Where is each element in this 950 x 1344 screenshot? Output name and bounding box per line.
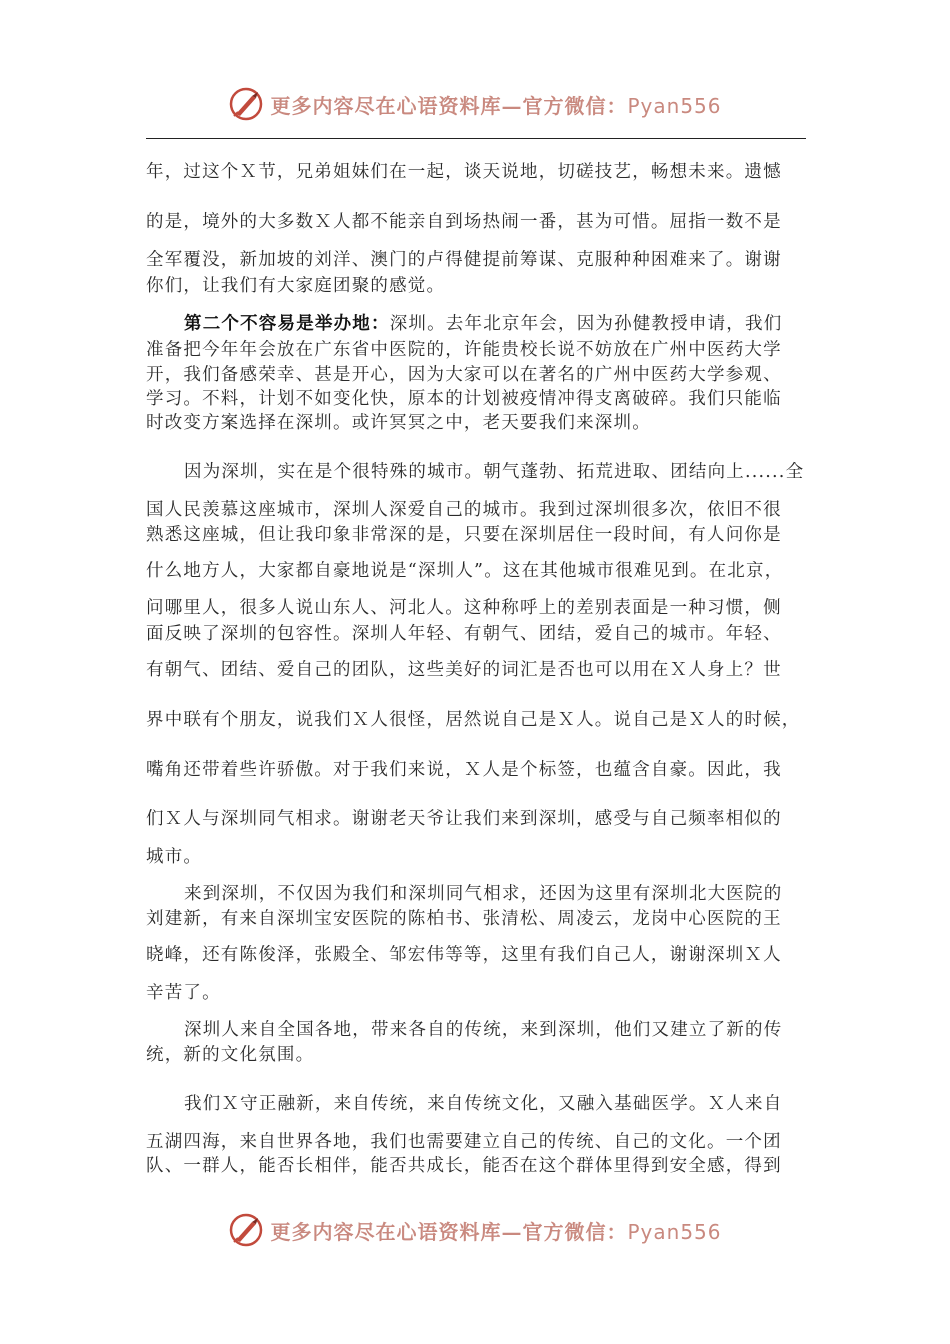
header-brand-text: 更多内容尽在心语资料库—官方微信：Pyan556 [270, 93, 722, 118]
body-line-6: 准备把今年年会放在广东省中医院的，许能贵校长说不妨放在广州中医药大学 [146, 340, 782, 360]
footer-brand-text: 更多内容尽在心语资料库—官方微信：Pyan556 [270, 1219, 722, 1244]
body-line-26: 统，新的文化氛围。 [146, 1045, 315, 1065]
body-line-19: 们Ｘ人与深圳同气相求。谢谢老天爷让我们来到深圳，感受与自己频率相似的 [146, 809, 782, 829]
body-line-29: 队、一群人，能否长相伴，能否共成长，能否在这个群体里得到安全感，得到 [146, 1156, 782, 1176]
body-line-18: 嘴角还带着些许骄傲。对于我们来说，Ｘ人是个标签，也蕴含自豪。因此，我 [146, 760, 782, 780]
body-line-7: 开，我们备感荣幸、甚是开心，因为大家可以在著名的广州中医药大学参观、 [146, 365, 782, 385]
body-line-2: 的是，境外的大多数Ｘ人都不能亲自到场热闹一番，甚为可惜。屈指一数不是 [146, 212, 782, 232]
body-line-25: 深圳人来自全国各地，带来各自的传统，来到深圳，他们又建立了新的传 [184, 1020, 783, 1040]
body-line-16: 有朝气、团结、爱自己的团队，这些美好的词汇是否也可以用在Ｘ人身上？世 [146, 660, 782, 680]
footer-brand [0, 1208, 950, 1252]
body-line-9: 时改变方案选择在深圳。或许冥冥之中，老天要我们来深圳。 [146, 413, 651, 433]
body-line-13: 什么地方人，大家都自豪地说是“深圳人”。这在其他城市很难见到。在北京， [146, 561, 784, 581]
header-brand [0, 82, 950, 126]
body-line-17: 界中联有个朋友，说我们Ｘ人很怪，居然说自己是Ｘ人。说自己是Ｘ人的时候， [146, 710, 801, 730]
body-line-23: 晓峰，还有陈俊泽，张殿全、邹宏伟等等，这里有我们自己人，谢谢深圳Ｘ人 [146, 945, 782, 965]
body-line-5: 第二个不容易是举办地：深圳。去年北京年会，因为孙健教授申请，我们 [184, 314, 783, 334]
body-line-24: 辛苦了。 [146, 983, 221, 1003]
footer-wechat-id: Pyan556 [627, 1219, 722, 1244]
quill-pen-logo-icon [228, 1212, 264, 1248]
header-wechat-id: Pyan556 [627, 93, 722, 118]
body-line-20: 城市。 [146, 847, 203, 867]
body-line-27: 我们Ｘ守正融新，来自传统，来自传统文化，又融入基础医学。Ｘ人来自 [184, 1094, 783, 1114]
body-line-21: 来到深圳，不仅因为我们和深圳同气相求，还因为这里有深圳北大医院的 [184, 884, 783, 904]
quill-pen-logo-icon [228, 86, 264, 122]
section-heading-venue: 第二个不容易是举办地： [184, 314, 390, 334]
body-line-8: 学习。不料，计划不如变化快，原本的计划被疫情冲得支离破碎。我们只能临 [146, 389, 782, 409]
body-line-11: 国人民羡慕这座城市，深圳人深爱自己的城市。我到过深圳很多次，依旧不很 [146, 500, 782, 520]
body-line-22: 刘建新，有来自深圳宝安医院的陈柏书、张清松、周凌云，龙岗中心医院的王 [146, 909, 782, 929]
body-line-4: 你们，让我们有大家庭团聚的感觉。 [146, 276, 446, 296]
body-line-28: 五湖四海，来自世界各地，我们也需要建立自己的传统、自己的文化。一个团 [146, 1132, 782, 1152]
body-line-15: 面反映了深圳的包容性。深圳人年轻、有朝气、团结，爱自己的城市。年轻、 [146, 624, 782, 644]
body-line-1: 年，过这个Ｘ节，兄弟姐妹们在一起，谈天说地，切磋技艺，畅想未来。遗憾 [146, 162, 782, 182]
body-line-3: 全军覆没，新加坡的刘洋、澳门的卢得健提前筹谋、克服种种困难来了。谢谢 [146, 250, 782, 270]
header-divider [146, 138, 806, 139]
body-line-14: 问哪里人，很多人说山东人、河北人。这种称呼上的差别表面是一种习惯，侧 [146, 598, 782, 618]
body-line-10: 因为深圳，实在是个很特殊的城市。朝气蓬勃、拓荒进取、团结向上......全 [184, 462, 805, 482]
body-line-12: 熟悉这座城，但让我印象非常深的是，只要在深圳居住一段时间，有人问你是 [146, 525, 782, 545]
